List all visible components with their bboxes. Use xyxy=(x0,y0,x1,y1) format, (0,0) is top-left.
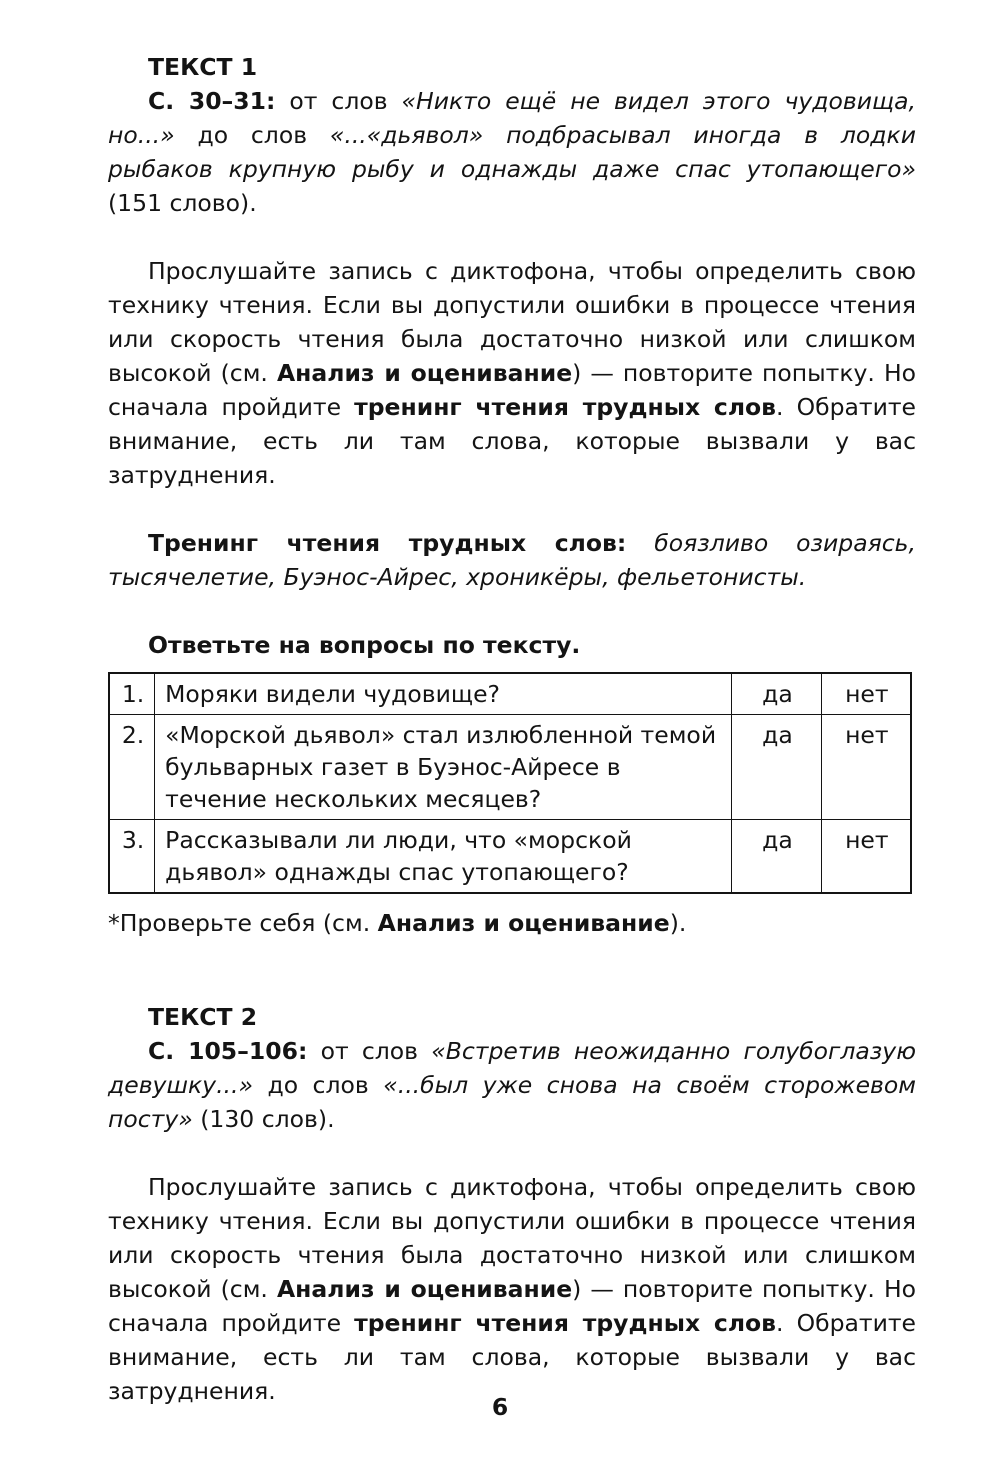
text2-word-count: (130 слов). xyxy=(192,1105,335,1133)
text1-training-words: боязливо озираясь, тысячелетие, Буэнос-Айрес, хроникёры, фельетонисты. xyxy=(108,529,916,591)
text2-instr-part3: . Обратите внимание, есть ли там слова, которые вызвали у вас затруднения. xyxy=(108,1309,916,1405)
text2-quote-end: «...был уже снова на своём сторожевом посту» xyxy=(108,1071,916,1133)
answer-no[interactable]: нет xyxy=(821,673,911,715)
footnote-part1: *Проверьте себя (см. xyxy=(108,909,378,937)
table-row xyxy=(109,715,911,820)
text2-ref-from: от слов xyxy=(307,1037,432,1065)
answer-no[interactable]: нет xyxy=(821,820,911,894)
question-text: «Морской дьявол» стал излюбленной темой бульварных газет в Буэнос-Айресе в течение нескольких месяцев? xyxy=(155,715,732,820)
text1-title: ТЕКСТ 1 xyxy=(148,53,258,81)
questions-table xyxy=(108,672,912,894)
text1-questions-heading: Ответьте на вопросы по тексту. xyxy=(148,631,581,659)
text2-quote-start: «Встретив неожиданно голубоглазую девушку...» xyxy=(108,1037,916,1099)
text2-instr-part2: ) — повторите попытку. Но сначала пройдите xyxy=(108,1275,916,1337)
answer-yes[interactable]: да xyxy=(732,715,821,820)
question-number: 1. xyxy=(109,673,155,715)
text2-ref-label: С. 105–106: xyxy=(148,1037,308,1065)
text2-instructions xyxy=(108,1170,916,1408)
text2-training-ref: тренинг чтения трудных слов xyxy=(354,1309,777,1337)
answer-no[interactable]: нет xyxy=(821,715,911,820)
text1-quote-end: «...«дьявол» подбрасывал иногда в лодки рыбаков крупную рыбу и однажды даже спас утопающего» xyxy=(108,121,916,183)
text1-footnote xyxy=(108,906,916,940)
text1-ref-from: от слов xyxy=(275,87,402,115)
text2-reference xyxy=(108,1034,916,1136)
text1-reference xyxy=(108,84,916,220)
table-row xyxy=(109,820,911,894)
question-text: Рассказывали ли люди, что «морской дьявол» однажды спас утопающего? xyxy=(155,820,732,894)
footnote-bold: Анализ и оценивание xyxy=(377,909,670,937)
answer-yes[interactable]: да xyxy=(732,820,821,894)
text2-analysis-link: Анализ и оценивание xyxy=(276,1275,573,1303)
question-number: 2. xyxy=(109,715,155,820)
text1-ref-to: до слов xyxy=(174,121,330,149)
footnote-part2: ). xyxy=(669,909,687,937)
text2-title: ТЕКСТ 2 xyxy=(148,1003,258,1031)
page xyxy=(108,50,916,1408)
text1-training-ref: тренинг чтения трудных слов xyxy=(354,393,777,421)
text1-instr-part2: ) — повторите попытку. Но сначала пройдите xyxy=(108,359,916,421)
text2-instr-part1: Прослушайте запись с диктофона, чтобы определить свою технику чтения. Если вы допустили ошибки в процессе чтения или скорость чтения была достаточно низкой или слишком высокой (см. xyxy=(108,1173,916,1303)
question-text: Моряки видели чудовище? xyxy=(155,673,732,715)
text1-training-label: Тренинг чтения трудных слов: xyxy=(148,529,627,557)
table-row xyxy=(109,673,911,715)
text1-analysis-link: Анализ и оценивание xyxy=(276,359,573,387)
text1-quote-start: «Никто ещё не видел этого чудовища, но...» xyxy=(108,87,916,149)
question-number: 3. xyxy=(109,820,155,894)
text2-ref-to: до слов xyxy=(252,1071,384,1099)
text1-instr-part3: . Обратите внимание, есть ли там слова, которые вызвали у вас затруднения. xyxy=(108,393,916,489)
text1-instructions xyxy=(108,254,916,492)
text1-ref-label: С. 30–31: xyxy=(148,87,276,115)
text1-training xyxy=(108,526,916,594)
page-number: 6 xyxy=(491,1393,509,1421)
text1-instr-part1: Прослушайте запись с диктофона, чтобы определить свою технику чтения. Если вы допустили ошибки в процессе чтения или скорость чтения была достаточно низкой или слишком высокой (см. xyxy=(108,257,916,387)
text1-word-count: (151 слово). xyxy=(108,189,257,217)
answer-yes[interactable]: да xyxy=(732,673,821,715)
